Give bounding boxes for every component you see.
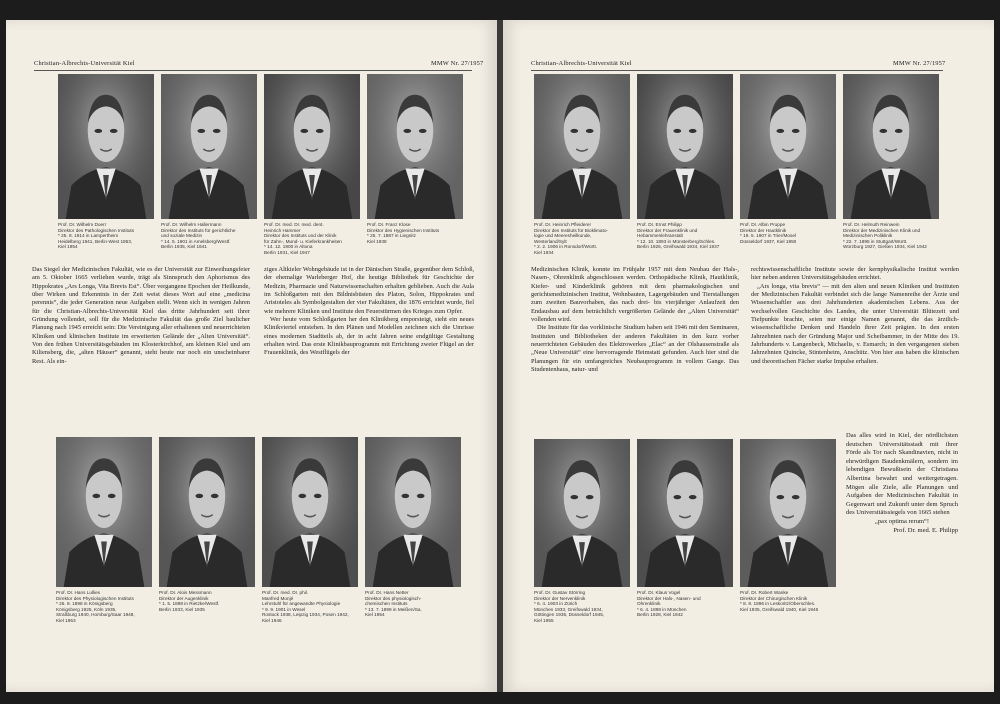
caption-line: Lehrstuhl für angewandte Physiologie (262, 601, 341, 606)
caption-line: * 9. 9. 1901 in Wesel (262, 606, 306, 612)
caption-line: * 25. 8. 1914 in Lampertheim (58, 233, 119, 238)
paragraph: „Ars longa, vita brevis“ — mit den alten und neuen Kliniken und Instituten der Medizinischen Fakultät verbindet sich die lange Namenreihe der Ärzte und Wissenschaftler aus drei Jahrhunderten akademischen Lebens. Aus der wechselvollen Geschichte des Landes, die unter Universität Blütezeit und Tiefpunkte brachte, seien nur einige Namen genannt, die das ärztlich-wissenschaftliche Denken und Handeln ihrer Zeit prägten. In den ersten Jahrzehnten nach der Gründung Major und Scheibammer, in der Mitte des 19. Jahrhunderts v. Langenbeck, Michaelis, v. Esmarch; in den vergangenen sieben Jahrzehnten Quincke, Stintenheim, Anschütz. Von hier aus haben die klinischen und theoretischen Fächer starke Impulse erhalten. (751, 282, 959, 365)
running-head-left: Christian-Albrechts-Universität Kiel (531, 60, 632, 67)
caption-line: Kiel 1946 (262, 617, 282, 623)
portrait-photo (365, 437, 461, 587)
portrait (637, 74, 733, 259)
caption-line: Direktor der Hals-, Nasen- und (637, 595, 701, 601)
caption-line: Kiel 1954 (365, 612, 385, 617)
caption-line: Prof. Dr. med. Dr. phil. (262, 590, 309, 595)
portrait-caption (367, 222, 463, 244)
caption-line: Direktor des Instituts und der Klinik (264, 233, 337, 238)
running-head-left: Christian-Albrechts-Universität Kiel (34, 60, 135, 67)
portrait-photo-image (58, 74, 154, 219)
caption-line: Prof. Dr. med. Dr. med. dent. (264, 222, 324, 227)
caption-line: Ohrenklinik (637, 601, 661, 606)
portrait-photo-image (534, 439, 630, 587)
header-rule (34, 70, 472, 71)
portrait-caption (262, 590, 358, 623)
portrait (843, 74, 939, 259)
caption-line: * 19. 5. 1907 in Trier/Mosel (740, 233, 797, 238)
text-column-1 (32, 266, 250, 366)
text-column-2 (264, 266, 474, 358)
caption-line: Direktor der Hautklinik (740, 227, 787, 233)
portrait-photo-image (637, 439, 733, 587)
closing-text: Das alles wird in Kiel, der nördlichsten deutschen Universitätsstadt mit ihrer Förde als Tor nach Skandinavien, nicht in ehrwürdigen Baudenkmälern, sondern im lebendigen Bewußtsein der Christiana Albertina bewahrt und weitergetragen. Mögen alle Ziele, alle Planungen und Aufgaben der Medizinischen Fakultät in Gegenwart und Zukunft unter dem Spruch des Universitätssiegels von 1665 stehen (846, 432, 958, 517)
caption-line: Königsberg 1925, Köln 1935, (56, 606, 117, 612)
portrait-caption (58, 222, 154, 250)
portrait (58, 74, 154, 259)
caption-line: Direktor des Hygienischen Instituts (367, 227, 440, 233)
caption-line: Medizinischen Poliklinik (843, 233, 893, 238)
caption-line: logie und Meeresheilkunde, (534, 233, 592, 238)
portrait-photo-image (264, 74, 360, 219)
portrait-caption (159, 590, 255, 612)
portrait (264, 74, 360, 259)
portrait-caption (534, 222, 630, 255)
portrait-photo-image (56, 437, 152, 587)
caption-line: * 14. 5. 1901 in Amelsberg/Westf. (161, 238, 231, 244)
portrait-photo (534, 439, 630, 587)
portrait (534, 439, 630, 627)
caption-line: Kiel 1938 (367, 238, 387, 244)
caption-line: Prof. Dr. Klaus Vogel (637, 590, 681, 595)
portrait-photo (159, 437, 255, 587)
caption-line: Würzburg 1927, Gießen 1934, Kiel 1942 (843, 244, 927, 249)
caption-line: Direktor des physiologisch- (365, 595, 422, 601)
portrait-photo (843, 74, 939, 219)
caption-line: Prof. Dr. Alois Messmann (159, 590, 212, 595)
paragraph: Medizinischen Klinik, konnte im Frühjahr 1957 mit dem Neubau der Hals-, Nasen-, Ohrenklinik abgeschlossen werden. Orthopädische Klinik, Hautklinik, Kiefer- und Kinderklinik gehören mit dem pharmakologischen und gerichtsmedizinischen Institut, Wohnbauten, Lagergebäuden und Tierstallungen zum zweiten Bauvorhaben, das nach drei- bis vierjähriger Anlaufzeit den Endausbau auf dem beträchtlich vergrößerten Gelände der „Alten Universität“ vollenden wird. (531, 266, 739, 324)
caption-line: Direktor der Frauenklinik und (637, 227, 698, 233)
caption-line: Berlin 1931, Kiel 1947 (264, 249, 310, 255)
caption-line: Kiel 1954 (58, 244, 78, 249)
portrait-photo-image (262, 437, 358, 587)
caption-line: Direktor des Pathologischen Instituts (58, 227, 135, 233)
portrait-photo (264, 74, 360, 219)
paragraph: ziges Altkieler Wohngebäude ist in der Dänischen Straße, gegenüber dem Schloß, der ehemalige Warleberger Hof, die heutige Bibliothek für Geschichte der Medizin, Pharmazie und Naturwissenschaften erhalten geblieben. Auch die Aula im Schloßgarten mit den Bildnisbüsten des Platon, Solon, Hippokrates und Aristoteles als Symbolgestalten der vier Fakultäten, die 1876 errichtet wurde, fiel wie mehrere Kliniken und Institute den Feuerstürmen des Krieges zum Opfer. (264, 266, 474, 315)
caption-line: für Zahn-, Mund- u. Kieferkrankheiten (264, 238, 342, 244)
closing-motto: „pax optima rerum“! (874, 517, 930, 525)
portrait (56, 437, 152, 627)
caption-line: * 26. 8. 1898 in Königsberg (56, 601, 113, 606)
portrait-photo (637, 74, 733, 219)
caption-line: Kiel 1955 (534, 617, 554, 623)
portrait-caption (264, 222, 360, 255)
header-rule (531, 70, 943, 71)
paragraph: Wer heute vom Schloßgarten her den Klinikberg emporsteigt, sieht ein neues Klinikviertel entstehen. In den Plänen und Modellen zeichnen sich die Umrisse eines modernen Stadtteils ab, der in acht Jahren seine endgültige Gestaltung erhalten wird. Das erste Klinikbauprogramm mit Errichtung zweier Flügel an der Frauenklinik, des Westflügels der (264, 316, 474, 357)
caption-line: * 22. 7. 1895 in Stuttgart/Württ. (843, 238, 908, 244)
text-column-1 (531, 266, 739, 374)
caption-line: Hebammenlehranstalt (637, 233, 683, 238)
caption-line: Prof. Dr. Heinrich Pfleiderer (534, 222, 592, 227)
caption-line: * 25. 7. 1887 in Liegnitz (367, 233, 416, 238)
left-page (6, 20, 497, 692)
caption-line: Direktor der Nervenklinik (534, 595, 586, 601)
caption-line: Kiel 1935, Greifswald 1940, Kiel 1946 (740, 606, 819, 612)
right-page (503, 20, 994, 692)
portrait-photo-image (637, 74, 733, 219)
caption-line: Direktor des Instituts für gerichtliche (161, 227, 236, 233)
caption-line: * 14. 12. 1900 in Altona (264, 244, 313, 249)
caption-line: Prof. Dr. Hans Netter (365, 590, 409, 595)
portrait-caption (637, 222, 733, 250)
portrait-photo (367, 74, 463, 219)
portrait-photo-image (161, 74, 257, 219)
caption-line: * 6. 4. 1898 in München (637, 606, 687, 612)
portrait (159, 437, 255, 627)
portrait (740, 74, 836, 259)
portrait-photo-image (367, 74, 463, 219)
caption-line: Prof. Dr. Franz Klose (367, 222, 411, 227)
portrait-photo (534, 74, 630, 219)
portrait-photo (637, 439, 733, 587)
portrait-photo (161, 74, 257, 219)
caption-line: München 1933, Greifswald 1934, (534, 606, 603, 612)
caption-line: Prof. Dr. Robert Wanke (740, 590, 789, 595)
portrait-photo (740, 439, 836, 587)
portrait (367, 74, 463, 259)
portrait-photo-image (740, 74, 836, 219)
caption-line: Prof. Dr. Albin Proppe (740, 222, 786, 227)
caption-line: * 6. 4. 1903 in Zürich (534, 601, 578, 606)
caption-line: Kiel 1934 (534, 249, 554, 255)
caption-line: Berlin 1935, Kiel 1941 (161, 244, 207, 249)
portrait-photo-image (740, 439, 836, 587)
paragraph: Das Siegel der Medizinischen Fakultät, wie es der Universität zur Einweihungsfeier am 5. Oktober 1665 verliehen wurde, trägt als Sinnspruch den Aphorismus des Hippokrates „Ars Longa, Vita Brevis Est“. Über vergangene Epochen der Heilkunde, über Wirken und Erkenntnis in der Zeit weist dieses Wort auf eine „medicina perennis“, die jeder Generation neue Aufgaben stellt. Wenn sich in wenigen Jahren für die Christian-Albrechts-Universität Kiel das dritte Jahrhundert seit ihrer Gründung vollendet, soll für die Medizinische Fakultät das große Ziel baulicher Planung nach 1945 erreicht sein: Die Vereinigung aller erhaltenen und neuerrichteten Kliniken und klinischen Institute im erweiterten Gelände der „Alten Universität“. Von den frühen Universitätsgebäuden im Klosterkirchhof, am kleinen Kiel und am Kiliensberg, die, „alten Häuser“ genannt, steht heute nur noch ein unscheinbarer Rest. Als ein- (32, 266, 250, 365)
closing-signature: Prof. Dr. med. E. Philipp (893, 526, 958, 534)
portrait (365, 437, 461, 627)
caption-line: Prof. Dr. Gustav Störring (534, 590, 586, 595)
caption-line: Prof. Dr. Wilhelm Doerr (58, 222, 107, 227)
portrait (534, 74, 630, 259)
caption-line: Manfred Monjé (262, 595, 294, 601)
caption-line: Straßburg 1940, Homburg/Saar 1948, (56, 612, 135, 617)
paragraph: rechtswissenschaftliche Institute sowie der kernphysikalische Institut werden hier neben anderen Universitätsgebäuden errichtet. (751, 266, 959, 282)
caption-line: Direktor der Chirurgischen Klinik (740, 595, 808, 601)
caption-line: Prof. Dr. Helmuth Reinwein (843, 222, 900, 227)
caption-line: Berlin 1928, Kiel 1942 (637, 612, 683, 617)
text-column-2 (751, 266, 959, 366)
caption-line: * 8. 8. 1896 in Leskoritz/Oberschles. (740, 601, 816, 606)
paragraph: Die Institute für das vorklinische Studium haben seit 1946 mit den Seminaren, Instituten und Bibliotheken der anderen Fakultäten in den kurz vorher neuerrichteten Gebäuden des Elektrowerkes „Elac“ an der Olshausenstraße als „Neue Universität“ eine hervorragende Heimstatt gefunden. Auch hier sind die Planungen für ein umfangreiches Neubauprogramm in vollem Gange. Das Studentenhaus, natur- und (531, 324, 739, 374)
portrait-caption (161, 222, 257, 250)
running-head-right: MMW Nr. 27/1957 (431, 60, 484, 67)
caption-line: chemischen Instituts (365, 601, 408, 606)
caption-line: Direktor der Augenklinik (159, 595, 209, 601)
portrait-caption (365, 590, 461, 618)
caption-line: * 1. 5. 1898 in Rietzke/Westf. (159, 601, 220, 606)
portrait-caption (534, 590, 630, 623)
caption-line: Berlin 1933, Kiel 1935 (159, 606, 205, 612)
caption-line: * 12. 10. 1893 in Münsterberg/Schles. (637, 238, 716, 244)
portrait (262, 437, 358, 627)
portrait-photo (56, 437, 152, 587)
caption-line: Prof. Dr. Wilhelm Hallermann (161, 222, 222, 227)
portrait (637, 439, 733, 627)
portrait-caption (56, 590, 152, 623)
portrait-photo (262, 437, 358, 587)
caption-line: Prof. Dr. Ernst Philipp (637, 222, 682, 227)
caption-line: Berlin 1926, Greifswald 1934, Kiel 1937 (637, 244, 720, 249)
caption-line: und soziale Medizin (161, 233, 203, 238)
portrait-photo-image (159, 437, 255, 587)
caption-line: Prof. Dr. Hans Lullies (56, 590, 101, 595)
portrait-photo (740, 74, 836, 219)
portrait-caption (843, 222, 939, 250)
caption-line: Göttingen 1936, Düsseldorf 1945, (534, 612, 605, 617)
running-head-right: MMW Nr. 27/1957 (893, 60, 946, 67)
portrait-photo-image (534, 74, 630, 219)
caption-line: Rostock 1938, Leipzig 1934, Posen 1942, (262, 612, 349, 617)
portrait (161, 74, 257, 259)
portrait-caption (637, 590, 733, 618)
closing-paragraph (846, 432, 958, 535)
portrait-caption (740, 222, 836, 244)
portrait-photo-image (843, 74, 939, 219)
portrait-caption (740, 590, 836, 612)
caption-line: Direktor des Physiologischen Instituts (56, 595, 134, 601)
portrait (740, 439, 836, 627)
caption-line: * 2. 2. 1906 in Ronsdorf/Württ. (534, 244, 598, 249)
caption-line: Heidelberg 1941, Berlin-West 1953, (58, 238, 133, 244)
portrait-photo-image (365, 437, 461, 587)
caption-line: Direktor des Instituts für Bioklimato- (534, 227, 608, 233)
caption-line: Kiel 1953 (56, 617, 76, 623)
caption-line: Heinrich Hammer (264, 227, 301, 233)
caption-line: Düsseldorf 1937, Kiel 1950 (740, 238, 797, 244)
caption-line: Westerland/Sylt (534, 238, 567, 244)
caption-line: Direktor der Medizinischen Klinik und (843, 227, 921, 233)
caption-line: * 13. 7. 1899 in Meißen/Sa. (365, 606, 422, 612)
portrait-photo (58, 74, 154, 219)
